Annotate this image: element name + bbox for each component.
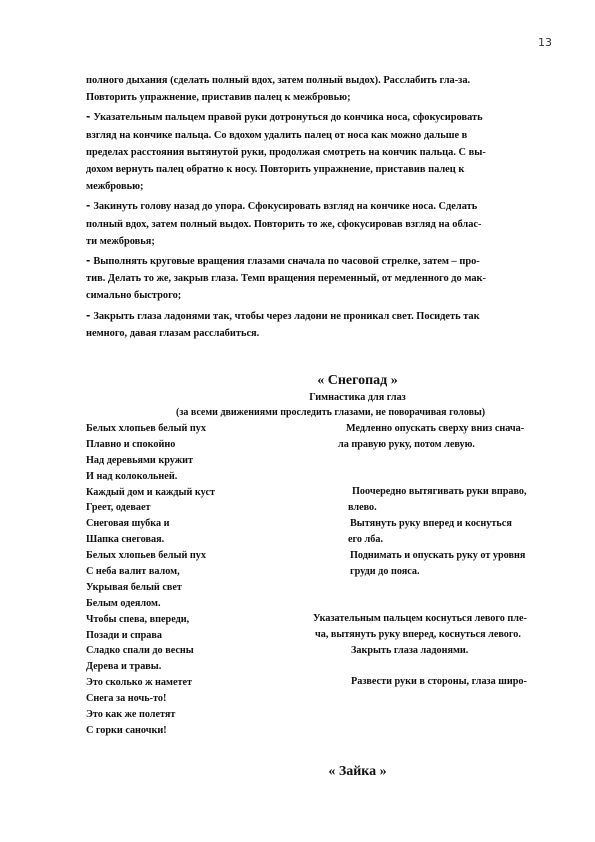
bullet-icon: - bbox=[86, 200, 91, 213]
section-note: (за всеми движениями проследить глазами, не поворачивая головы) bbox=[176, 407, 486, 418]
section-subtitle: Гимнастика для глаз bbox=[309, 392, 406, 403]
exercise-instruction: Развести руки в стороны, глаза широ- bbox=[351, 676, 527, 687]
poem-line: Каждый дом и каждый куст bbox=[86, 486, 215, 498]
exercise-instruction: Поочередно вытягивать руки вправо, влево. bbox=[348, 486, 527, 513]
poem-line: Шапка снеговая. bbox=[86, 534, 165, 546]
poem-line: Снега за ночь-то! bbox=[86, 693, 167, 705]
bullet-icon: - bbox=[86, 111, 91, 124]
exercise-instruction: Вытянуть руку вперед и коснуться его лба. bbox=[348, 518, 512, 545]
exercise-instruction: Закрыть глаза ладонями. bbox=[351, 645, 469, 656]
intro-text bbox=[86, 72, 556, 342]
poem bbox=[86, 421, 215, 739]
exercise-instruction: Поднимать и опускать руку от уровня груди до пояса. bbox=[350, 550, 526, 577]
exercise-item: - Указательным пальцем правой руки дотронуться до кончика носа, сфокусировать взгляд на кончике пальца. Со вдохом удалить палец от носа как можно дальше в пределах расстояния вытянутой руки, продолжая смотреть на кончик пальца. С вы- дохом вернуть палец обратно к носу. Повторить упражнение, приставив палец к межбровью; bbox=[86, 111, 486, 193]
exercise-item: - Выполнять круговые вращения глазами сначала по часовой стрелке, затем – про- тив. Делать то же, закрыв глаза. Темп вращения переменный, от медленного до мак- симально быстрого; bbox=[86, 255, 486, 302]
exercise-instruction: Указательным пальцем коснуться левого пле- ча, вытянуть руку вперед, коснуться левого. bbox=[313, 613, 527, 640]
poem-line: Сладко спали до весны bbox=[86, 645, 194, 657]
poem-line: Белых хлопьев белый пух bbox=[86, 423, 206, 434]
poem-line: Над деревьями кружит bbox=[86, 454, 193, 466]
poem-line: Снеговая шубка и bbox=[86, 518, 170, 530]
bullet-icon: - bbox=[86, 255, 91, 268]
bullet-icon: - bbox=[86, 309, 91, 322]
poem-line: Греет, одевает bbox=[86, 502, 151, 514]
poem-line: Белым одеялом. bbox=[86, 597, 161, 609]
poem-line: Белых хлопьев белый пух bbox=[86, 550, 206, 562]
poem-line: Это сколько ж наметет bbox=[86, 677, 193, 689]
exercise-instruction: Медленно опускать сверху вниз снача- ла правую руку, потом левую. bbox=[338, 423, 525, 450]
intro-continuation: полного дыхания (сделать полный вдох, затем полный выдох). Расслабить гла-за. Повторить упражнение, приставив палец к межбровью; bbox=[86, 75, 471, 104]
poem-line: Это как же полетят bbox=[86, 709, 176, 721]
poem-line: Дерева и травы. bbox=[86, 661, 162, 673]
exercise-item: - Закинуть голову назад до упора. Сфокусировать взгляд на кончике носа. Сделать полный вдох, затем полный выдох. Повторить то же, сфокусировав взгляд на облас- ти межбровья; bbox=[86, 200, 482, 247]
poem-line: Плавно и спокойно bbox=[86, 438, 176, 450]
poem-line: С горки саночки! bbox=[86, 724, 167, 736]
exercise-item: - Закрыть глаза ладонями так, чтобы через ладони не проникал свет. Посидеть так немного, давая глазам расслабиться. bbox=[86, 309, 480, 339]
poem-line: И над колокольней. bbox=[86, 470, 178, 482]
poem-line: Укрывая белый свет bbox=[86, 581, 182, 593]
section-title-snowfall: « Снегопад » bbox=[317, 373, 398, 388]
poem-line: С неба валит валом, bbox=[86, 566, 180, 578]
page-number: 13 bbox=[538, 36, 552, 49]
poem-line: Чтобы спева, впереди, bbox=[86, 613, 190, 625]
section-title-bunny: « Зайка » bbox=[328, 764, 387, 779]
poem-line: Позади и справа bbox=[86, 629, 162, 641]
